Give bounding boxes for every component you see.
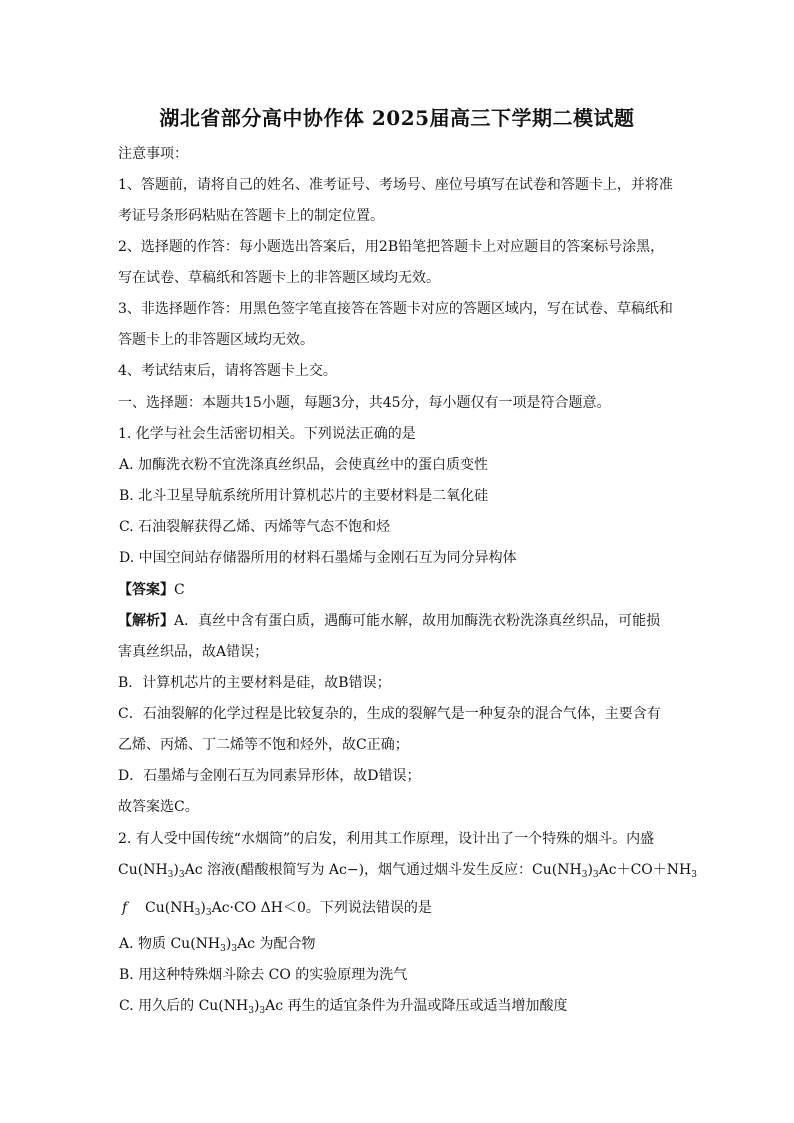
notice-item-3-line-2: 答题卡上的非答题区域均无效。 <box>118 332 314 348</box>
formula-text: ) <box>200 900 206 916</box>
subscript: 3 <box>259 1006 266 1016</box>
q1-analysis-c-line-2: 乙烯、丙烯、丁二烯等不饱和烃外，故C正确； <box>118 737 409 753</box>
option-text: C. 用久后的 Cu(NH <box>119 998 249 1014</box>
notice-item-4: 4、考试结束后，请将答题卡上交。 <box>118 363 337 379</box>
q1-conclusion: 故答案选C。 <box>118 799 199 815</box>
formula-text: Ac 溶液(醋酸根简写为 Ac−)，烟气通过烟斗发生反应：Cu(NH <box>184 862 582 878</box>
formula-text: ＜0。下列说法错误的是 <box>282 900 432 916</box>
formula-text: Cu(NH <box>145 900 195 916</box>
q1-analysis-line-1 <box>118 611 698 631</box>
notice-item-3-line-1: 3、非选择题作答：用黑色签字笔直接答在答题卡对应的答题区域内，写在试卷、草稿纸和 <box>118 301 673 317</box>
notice-item-1-line-1: 1、答题前，请将自己的姓名、准考证号、考场号、座位号填写在试卷和答题卡上，并将准 <box>118 177 673 193</box>
q1-option-c: C. 石油裂解获得乙烯、丙烯等气态不饱和烃 <box>119 519 391 535</box>
equilibrium-symbol: f <box>122 900 128 916</box>
q2-stem-line-3 <box>122 898 702 918</box>
subscript: 3 <box>167 870 174 880</box>
subscript: 3 <box>205 908 212 918</box>
notice-heading: 注意事项： <box>118 146 188 162</box>
answer-label: 【答案】 <box>118 582 174 598</box>
subscript: 3 <box>231 944 238 954</box>
formula-text: Ac·CO ΔH <box>211 900 283 916</box>
subscript: 3 <box>691 870 697 880</box>
formula-text: Cu(NH <box>118 862 168 878</box>
q2-stem-line-1: 2. 有人受中国传统“水烟筒”的启发，利用其工作原理，设计出了一个特殊的烟斗。内盛 <box>118 831 655 847</box>
subscript: 3 <box>581 870 588 880</box>
q2-option-a <box>119 934 699 954</box>
subscript: 3 <box>248 1006 254 1016</box>
q1-answer <box>118 580 698 600</box>
q1-option-b: B. 北斗卫星导航系统所用计算机芯片的主要材料是二氧化硅 <box>119 488 489 504</box>
option-text: Ac 为配合物 <box>237 936 316 952</box>
option-text: ) <box>253 998 260 1014</box>
formula-text: ) <box>587 862 593 878</box>
formula-text: Ac＋CO＋NH <box>598 862 692 878</box>
q2-option-b: B. 用这种特殊烟斗除去 CO 的实验原理为洗气 <box>119 967 408 983</box>
answer-value: C <box>174 582 185 598</box>
q1-analysis-c-line-1: C．石油裂解的化学过程是比较复杂的，生成的裂解气是一种复杂的混合气体，主要含有 <box>118 706 661 722</box>
option-text: Ac 再生的适宜条件为升温或降压或适当增加酸度 <box>265 998 568 1014</box>
subscript: 3 <box>592 870 599 880</box>
option-text: ) <box>225 936 232 952</box>
q2-stem-line-2 <box>118 860 698 880</box>
subscript: 3 <box>194 908 201 918</box>
q1-analysis-d: D．石墨烯与金刚石互为同素异形体，故D错误； <box>118 768 421 784</box>
q2-option-c <box>119 996 699 1016</box>
option-text: A. 物质 Cu(NH <box>119 936 221 952</box>
subscript: 3 <box>178 870 185 880</box>
q1-stem: 1. 化学与社会生活密切相关。下列说法正确的是 <box>118 426 416 442</box>
exam-title: 湖北省部分高中协作体 2025届高三下学期二模试题 <box>159 106 635 130</box>
q1-option-d: D. 中国空间站存储器所用的材料石墨烯与金刚石互为同分异构体 <box>119 550 517 566</box>
formula-text: ) <box>173 862 179 878</box>
notice-item-1-line-2: 考证号条形码粘贴在答题卡上的制定位置。 <box>118 208 384 224</box>
q1-analysis-line-2: 害真丝织品，故A错误； <box>118 644 269 660</box>
analysis-text: A．真丝中含有蛋白质，遇酶可能水解，故用加酶洗衣粉洗涤真丝织品，可能损 <box>174 613 661 629</box>
subscript: 3 <box>220 944 226 954</box>
q1-analysis-b: B．计算机芯片的主要材料是硅，故B错误； <box>118 675 391 691</box>
notice-item-2-line-1: 2、选择题的作答：每小题选出答案后，用2B铅笔把答题卡上对应题目的答案标号涂黑， <box>118 239 665 255</box>
notice-item-2-line-2: 写在试卷、草稿纸和答题卡上的非答题区域均无效。 <box>118 270 440 286</box>
analysis-label: 【解析】 <box>118 613 174 629</box>
section-heading: 一、选择题：本题共15小题，每题3分，共45分，每小题仅有一项是符合题意。 <box>118 395 611 411</box>
q1-option-a: A. 加酶洗衣粉不宜洗涤真丝织品，会使真丝中的蛋白质变性 <box>119 457 489 473</box>
